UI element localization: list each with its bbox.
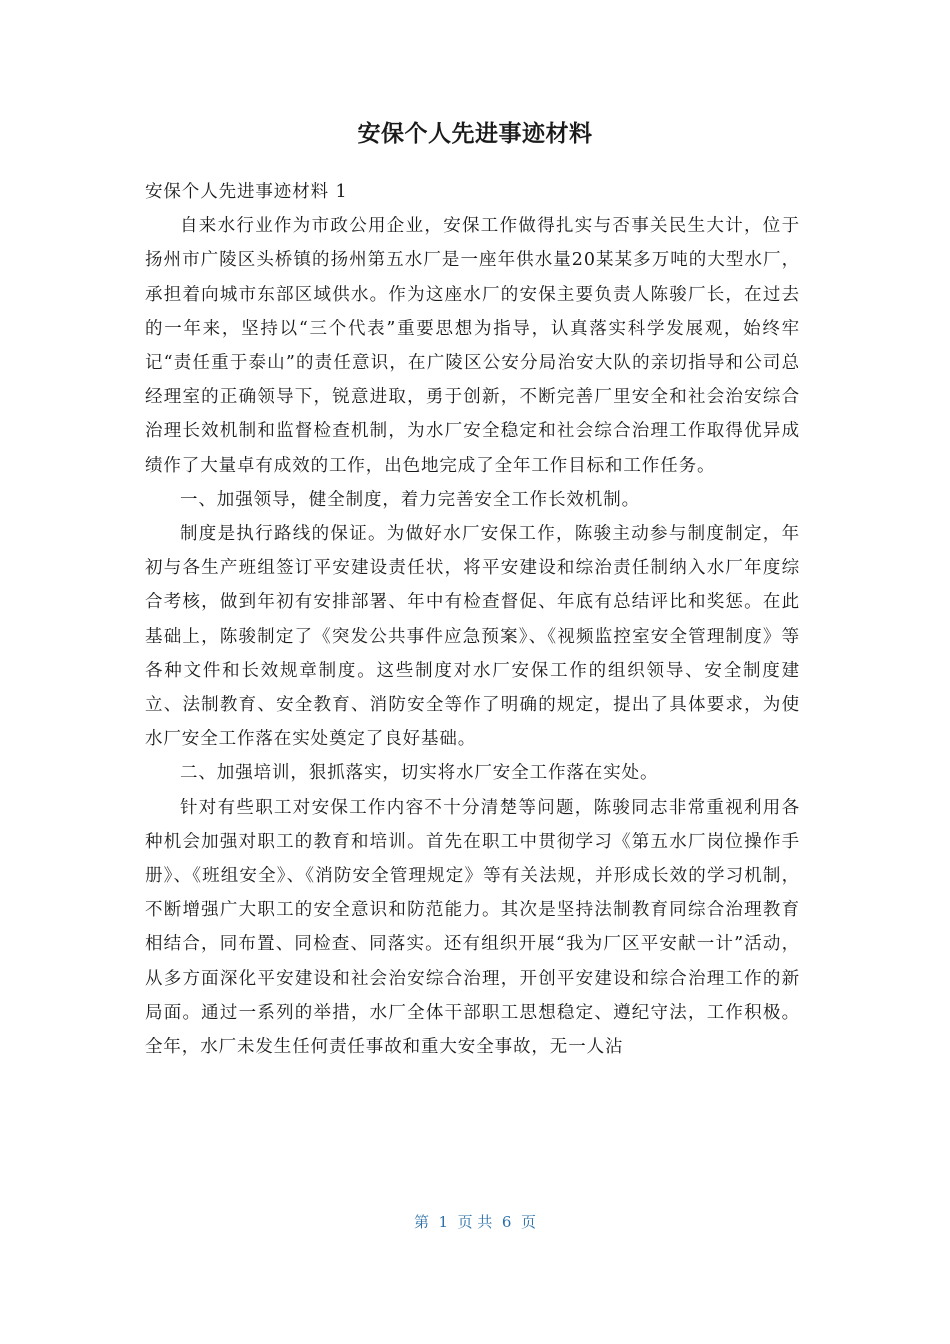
- paragraph-section-2: 针对有些职工对安保工作内容不十分清楚等问题，陈骏同志非常重视利用各种机会加强对职工的教育和培训。首先在职工中贯彻学习《第五水厂岗位操作手册》、《班组安全》、《消防安全管理规定》等有关法规，并形成长效的学习机制，不断增强广大职工的安全意识和防范能力。其次是坚持法制教育同综合治理教育相结合，同布置、同检查、同落实。还有组织开展“我为厂区平安献一计”活动，从多方面深化平安建设和社会治安综合治理，开创平安建设和综合治理工作的新局面。通过一系列的举措，水厂全体干部职工思想稳定、遵纪守法，工作积极。全年，水厂未发生任何责任事故和重大安全事故，无一人沾: [145, 797, 800, 1058]
- section-heading-1: 一、加强领导，健全制度，着力完善安全工作长效机制。: [180, 489, 640, 510]
- document-title: 安保个人先进事迹材料: [357, 121, 593, 147]
- section-heading-2: 二、加强培训，狠抓落实，切实将水厂安全工作落在实处。: [180, 763, 659, 784]
- paragraph-section-1: 制度是执行路线的保证。为做好水厂安保工作，陈骏主动参与制度制定，年初与各生产班组签订平安建设责任状，将平安建设和综治责任制纳入水厂年度综合考核，做到年初有安排部署、年中有检查督促、年底有总结评比和奖惩。在此基础上，陈骏制定了《突发公共事件应急预案》、《视频监控室安全管理制度》等各种文件和长效规章制度。这些制度对水厂安保工作的组织领导、安全制度建立、法制教育、安全教育、消防安全等作了明确的规定，提出了具体要求，为使水厂安全工作落在实处奠定了良好基础。: [145, 524, 800, 750]
- document-subtitle: 安保个人先进事迹材料 1: [145, 182, 348, 202]
- document-body: [145, 175, 800, 1064]
- paragraph-intro: 自来水行业作为市政公用企业，安保工作做得扎实与否事关民生大计，位于扬州市广陵区头桥镇的扬州第五水厂是一座年供水量20某某多万吨的大型水厂，承担着向城市东部区域供水。作为这座水厂的安保主要负责人陈骏厂长，在过去的一年来，坚持以“三个代表”重要思想为指导，认真落实科学发展观，始终牢记“责任重于泰山”的责任意识，在广陵区公安分局治安大队的亲切指导和公司总经理室的正确领导下，锐意进取，勇于创新，不断完善厂里安全和社会治安综合治理长效机制和监督检查机制，为水厂安全稳定和社会综合治理工作取得优异成绩作了大量卓有成效的工作，出色地完成了全年工作目标和工作任务。: [145, 216, 800, 476]
- page-number-footer: 第 1 页 共 6 页: [414, 1213, 536, 1231]
